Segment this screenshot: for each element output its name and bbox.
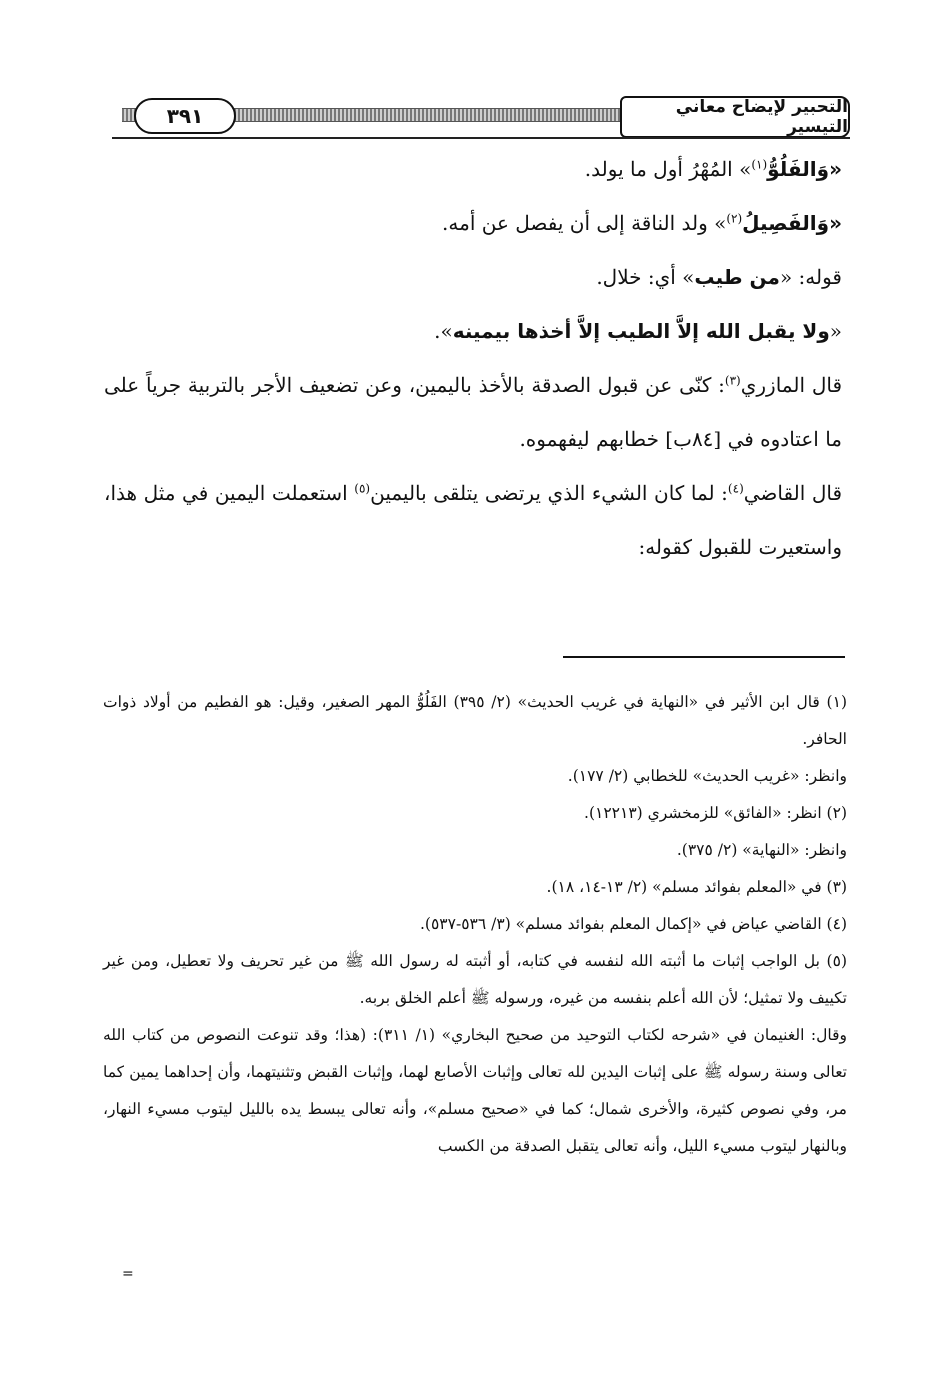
paragraph-falu [104,142,842,196]
paragraph-fasil [104,196,842,250]
main-text [104,142,842,574]
paragraph-text: : لما كان الشيء الذي يرتضى يتلقى باليمين [370,481,728,505]
quoted-phrase: ولا يقبل الله إلاَّ الطيب إلاَّ أخذها بيمينه [452,319,830,343]
paragraph-text: ». [434,319,453,343]
term-fasil: «وَالفَصِيلُ [742,211,842,235]
footnote: (٣) في «المعلم بفوائد مسلم» (٢/ ١٣-١٤، ١٨). [546,878,847,896]
footnote: (٤) القاضي عياض في «إكمال المعلم بفوائد مسلم» (٣/ ٥٣٦-٥٣٧). [420,915,847,933]
paragraph-text: : كنّى عن قبول الصدقة بالأخذ باليمين، وعن تضعيف الأجر بالتربية جرياً على ما اعتادوه في [٨٤ب] خطابهم ليفهموه. [104,373,842,451]
footnote: (١) قال ابن الأثير في «النهاية في غريب الحديث» (٢/ ٣٩٥) الفَلُوُّ المهر الصغير، وقيل: هو الفطيم من أولاد ذوات الحافر. [103,693,847,748]
running-header [112,96,850,138]
paragraph-mazari [104,358,842,466]
footnotes [103,684,847,1165]
footnote: وانظر: «النهاية» (٢/ ٣٧٥). [676,841,847,859]
paragraph-text: » أي: خلال. [596,265,695,289]
footnote: وانظر: «غريب الحديث» للخطابي (٢/ ١٧٧). [567,767,847,785]
book-title: التحبير لإيضاح معاني التيسير [620,96,850,138]
paragraph-lead: قال المازري [740,373,843,397]
paragraph-text: استعملت اليمين في مثل هذا، واستعيرت للقبول كقوله: [104,481,842,559]
footnote-ref-2: (٢) [726,211,743,226]
paragraph-lead: قوله: « [779,265,842,289]
page-number: ٣٩١ [134,98,236,134]
paragraph-text: » ولد الناقة إلى أن يفصل عن أمه. [442,211,727,235]
footnote: (٢) انظر: «الفائق» للزمخشري (١٢٢١٣). [584,804,847,822]
header-rule [112,137,850,139]
footnote-ref-1: (١) [751,157,768,172]
quoted-phrase: من طيب [694,265,780,289]
paragraph-qadi [104,466,842,574]
paragraph-hadith-quote [104,304,842,358]
footnote-separator [563,656,845,658]
paragraph-text: » المُهْرُ أول ما يولد. [584,157,752,181]
paragraph-lead: « [829,319,842,343]
footnote: وقال: الغنيمان في «شرحه لكتاب التوحيد من صحيح البخاري» (١/ ٣١١): (هذا؛ وقد تنوعت النصوص من كتاب الله تعالى وسنة رسوله ﷺ على إثبات اليدين لله تعالى وإثبات الأصابع لهما، وإثبات القبض وتثنيتهما، وأن إحداهما يمين كما مر، وفي نصوص كثيرة، والأخرى شمال؛ كما في «صحيح مسلم»، وأنه تعالى يبسط يده بالليل ليتوب مسيء النهار، وبالنهار ليتوب مسيء الليل، وأنه تعالى يتقبل الصدقة من الكسب [103,1026,848,1155]
footnote: (٥) بل الواجب إثبات ما أثبته الله لنفسه في كتابه، أو أثبته له رسول الله ﷺ من غير تحريف ولا تعطيل، ومن غير تكييف ولا تمثيل؛ لأن الله أعلم بنفسه من غيره، ورسوله ﷺ أعلم الخلق بربه. [103,952,847,1007]
continuation-mark: = [122,1266,134,1282]
footnote-ref-3: (٣) [724,373,741,388]
footnote-ref-4: (٤) [727,481,744,496]
footnote-ref-5: (٥) [354,481,371,496]
term-falu: «وَالفَلُوُّ [767,157,842,181]
paragraph-lead: قال القاضي [743,481,843,505]
paragraph-min-tayyib [104,250,842,304]
